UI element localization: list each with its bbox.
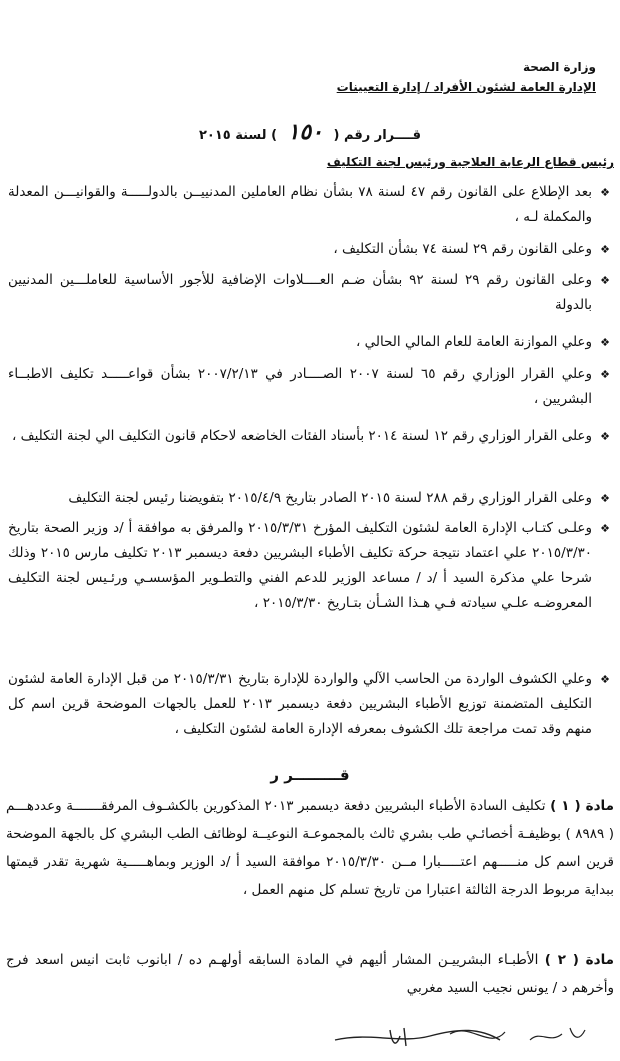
- preamble-item: [8, 362, 612, 412]
- preamble-item: [8, 486, 612, 511]
- bullet-icon: ❖: [600, 274, 610, 287]
- preamble-text: وعلي القرار الوزاري رقم ٦٥ لسنة ٢٠٠٧ الصــــادر في ٢٠٠٧/٢/١٣ بشأن قواعـــــد تكليف الاطبــاء البشريين ،: [8, 366, 592, 407]
- bullet-icon: ❖: [600, 492, 610, 505]
- preamble-text: وعلي الكشوف الواردة من الحاسب الآلي والواردة للإدارة بتاريخ ٢٠١٥/٣/٣١ من قبل الإدارة العامة لشئون التكليف المتضمنة توزيع الأطباء البشريين دفعة ديسمبر ٢٠١٣ للعمل بالجهات الموضحة قرين اسم كل منهم وقد تمت مراجعة تلك الكشوف بمعرفه الإدارة العامة لشئون التكليف ،: [8, 671, 592, 737]
- decision-suffix: ) لسنة ٢٠١٥: [198, 128, 278, 143]
- preamble-text: وعلى القرار الوزاري رقم ١٢ لسنة ٢٠١٤ بأسناد الفئات الخاضعه لاحكام قانون التكليف الي لجنة التكليف ،: [11, 428, 592, 444]
- article-text: الأطبـاء البشرييـن المشار أليهم في المادة السابقه أولهـم ده / ابانوب ثابت انيس اسعد فرج وأخرهم د / يونس نجيب السيد مغربي: [6, 952, 614, 996]
- preamble-text: وعلى القانون رقم ٢٩ لسنة ٧٤ بشأن التكليف ،: [333, 241, 592, 257]
- preamble-item: [8, 667, 612, 742]
- article-label: مادة ( ٢ ): [544, 952, 615, 968]
- preamble-text: بعد الإطلاع على القانون رقم ٤٧ لسنة ٧٨ بشأن نظام العاملين المدنييــن بالدولـــــة والقوانيـــن المعدلة والمكملة لـه ،: [8, 184, 592, 225]
- bullet-icon: ❖: [600, 336, 610, 349]
- preamble-item: [8, 516, 612, 616]
- preamble-text: وعلى القانون رقم ٢٩ لسنة ٩٢ بشأن ضـم العــــلاوات الإضافية للأجور الأساسية للعاملـــين المدنيين بالدولة: [8, 272, 592, 313]
- bullet-icon: ❖: [600, 673, 610, 686]
- signature-scribble: [330, 1010, 590, 1055]
- ministry-name: وزارة الصحة: [522, 60, 596, 74]
- decision-number: ١٥٠: [287, 120, 323, 145]
- department-name: الإدارة العامة لشئون الأفراد / إدارة التعيينات: [336, 80, 596, 94]
- bullet-icon: ❖: [600, 522, 610, 535]
- decision-prefix: قــــرار رقم (: [333, 128, 422, 143]
- article-label: مادة ( ١ ): [550, 798, 614, 814]
- article-2: [6, 946, 614, 1002]
- verdict-heading: قـــــــــر ر: [270, 766, 350, 784]
- decision-heading: [0, 120, 620, 145]
- preamble-text: وعلي الموازنة العامة للعام المالي الحالي ،: [355, 334, 592, 350]
- preamble-text: وعلـى كتـاب الإدارة العامة لشئون التكليف المؤرخ ٢٠١٥/٣/٣١ والمرفق به موافقة أ /د وزير الصحة بتاريخ ٢٠١٥/٣/٣٠ علي اعتماد نتيجة حركة تكليف الأطباء البشريين دفعة ديسمبر ٢٠١٣ تكليف مارس ٢٠١٥ وذلك شرحا علي مذكرة السيد أ /د / مساعد الوزير للدعم الفني والتطـوير المؤسسـي ورئـيس لجنة التكليف المعروضـه علـي سيادته فـي هـذا الشـأن بتـاريخ ٢٠١٥/٣/٣٠ ،: [8, 520, 592, 611]
- article-1: [6, 792, 614, 904]
- preamble-item: [8, 180, 612, 230]
- article-text: تكليف السادة الأطباء البشريين دفعة ديسمبر ٢٠١٣ المذكورين بالكشـوف المرفقـــــــة وعددهـــم ( ٨٩٨٩ ) بوظيفـة أخصائـي طب بشري ثالث بالمجموعـة النوعيــة لوظائف الطب البشري كل بالجهة الموضحة قرين اسم كل منـــــهم اعتـــــبارا مــن ٢٠١٥/٣/٣٠ موافقة السيد أ /د الوزير وبماهـــــية شهرية تقدر قيمتها ببداية مربوط الدرجة الثالثة اعتبارا من تاريخ تسلم كل منهم العمل ،: [6, 798, 614, 898]
- preamble-item: [8, 237, 612, 262]
- preamble-item: [8, 424, 612, 449]
- preamble-item: [8, 268, 612, 318]
- preamble-text: وعلى القرار الوزاري رقم ٢٨٨ لسنة ٢٠١٥ الصادر بتاريخ ٢٠١٥/٤/٩ بتفويضنا رئيس لجنة التكليف: [68, 490, 592, 506]
- bullet-icon: ❖: [600, 243, 610, 256]
- issuer-title: رئيس قطاع الرعاية العلاجية ورئيس لجنة التكليف: [326, 155, 614, 169]
- bullet-icon: ❖: [600, 430, 610, 443]
- preamble-item: [8, 330, 612, 355]
- bullet-icon: ❖: [600, 368, 610, 381]
- bullet-icon: ❖: [600, 186, 610, 199]
